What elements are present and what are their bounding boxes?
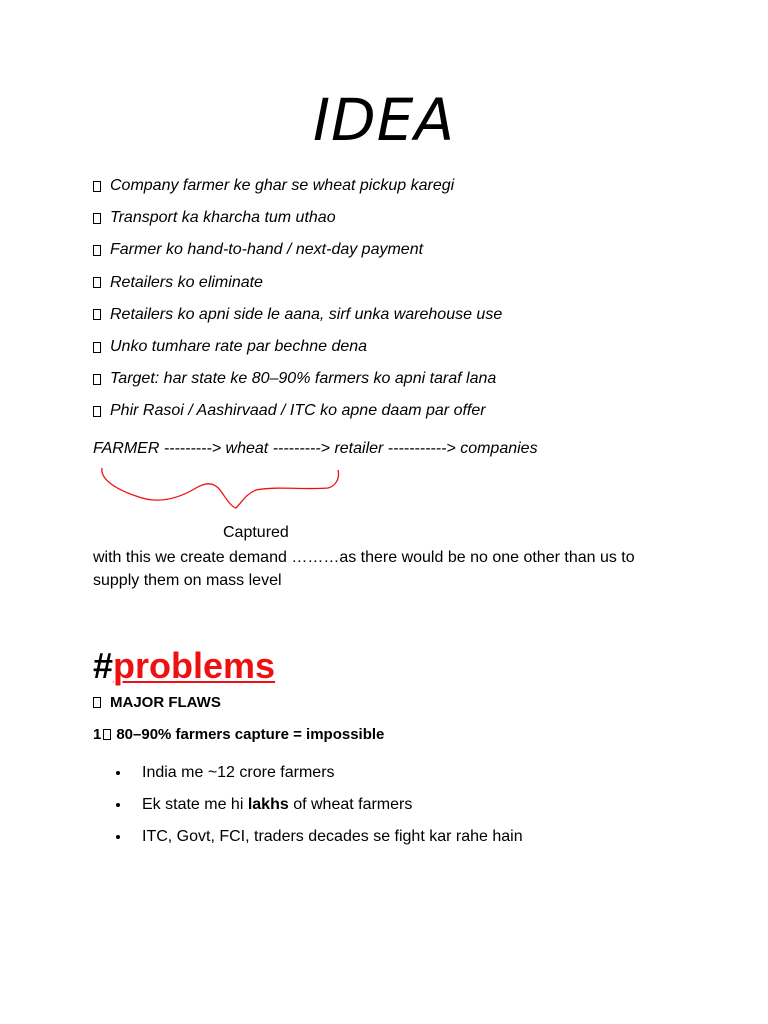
missing-glyph-icon	[93, 342, 101, 353]
bullet-icon	[116, 771, 120, 775]
hash-symbol: #	[93, 645, 114, 686]
major-flaws-heading: MAJOR FLAWS	[93, 694, 221, 711]
missing-glyph-icon	[93, 213, 101, 224]
missing-glyph-icon	[93, 309, 101, 320]
missing-glyph-icon	[93, 277, 101, 288]
list-item: Retailers ko apni side le aana, sirf unka warehouse use	[93, 299, 713, 331]
missing-glyph-icon	[93, 374, 101, 385]
missing-glyph-icon	[103, 729, 111, 740]
captured-label: Captured	[223, 524, 289, 541]
list-item: ITC, Govt, FCI, traders decades se fight kar rahe hain	[110, 821, 523, 853]
list-item: Retailers ko eliminate	[93, 267, 713, 299]
list-item: Company farmer ke ghar se wheat pickup karegi	[93, 170, 713, 202]
list-item: Phir Rasoi / Aashirvaad / ITC ko apne daam par offer	[93, 395, 713, 427]
list-item: Farmer ko hand-to-hand / next-day payment	[93, 234, 713, 266]
list-item: India me ~12 crore farmers	[110, 757, 523, 789]
red-brace-annotation	[96, 466, 346, 516]
idea-list	[93, 170, 713, 428]
page-title: IDEA	[312, 86, 456, 154]
list-item: Transport ka kharcha tum uthao	[93, 202, 713, 234]
flaw-1-bullets	[110, 757, 523, 854]
missing-glyph-icon	[93, 697, 101, 708]
missing-glyph-icon	[93, 181, 101, 192]
list-item: Target: har state ke 80–90% farmers ko apni taraf lana	[93, 363, 713, 395]
missing-glyph-icon	[93, 406, 101, 417]
bullet-icon	[116, 835, 120, 839]
problems-heading	[93, 642, 275, 690]
demand-paragraph: with this we create demand ………as there would be no one other than us to supply them on mass level	[93, 549, 635, 589]
list-item: Unko tumhare rate par bechne dena	[93, 331, 713, 363]
list-item: Ek state me hi lakhs of wheat farmers	[110, 789, 523, 821]
problems-word: problems	[113, 645, 276, 686]
supply-chain-flow: FARMER ---------> wheat ---------> retailer -----------> companies	[93, 440, 538, 457]
bullet-icon	[116, 803, 120, 807]
flaw-1-heading: 1 80–90% farmers capture = impossible	[93, 726, 385, 743]
missing-glyph-icon	[93, 245, 101, 256]
